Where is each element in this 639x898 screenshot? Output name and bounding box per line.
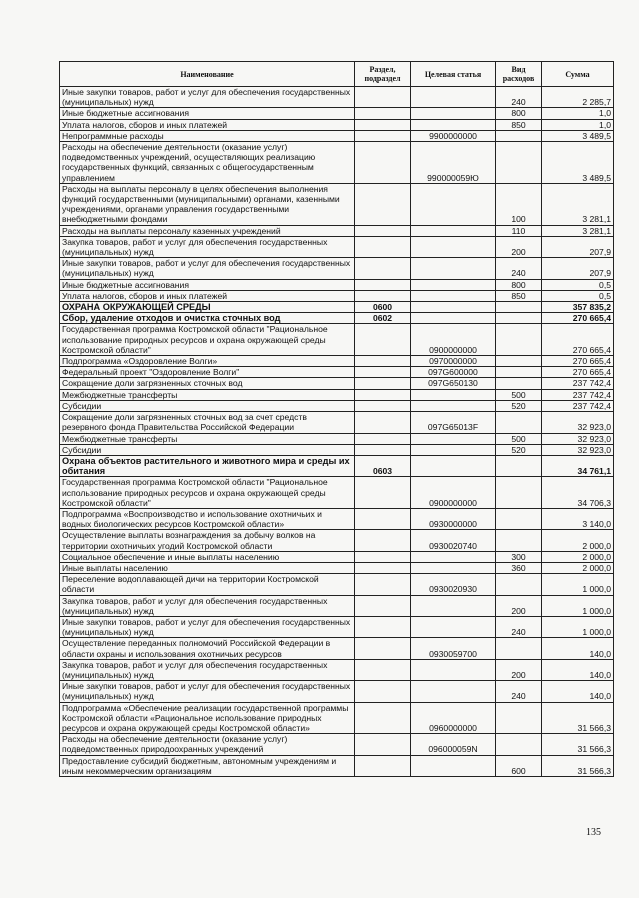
cell-kind: 850 xyxy=(496,290,542,301)
cell-target xyxy=(411,551,496,562)
cell-sum: 1 000,0 xyxy=(542,595,614,616)
cell-section xyxy=(355,378,411,389)
cell-sum: 3 281,1 xyxy=(542,183,614,225)
cell-section xyxy=(355,734,411,755)
cell-target xyxy=(411,595,496,616)
cell-name: Подпрограмма «Оздоровление Волги» xyxy=(60,356,355,367)
cell-sum: 237 742,4 xyxy=(542,389,614,400)
cell-kind xyxy=(496,356,542,367)
cell-section xyxy=(355,562,411,573)
cell-kind xyxy=(496,324,542,356)
cell-section xyxy=(355,389,411,400)
cell-sum: 34 761,1 xyxy=(542,455,614,476)
table-row xyxy=(60,119,614,130)
table-row xyxy=(60,508,614,529)
header-target: Целевая статья xyxy=(411,62,496,87)
cell-section xyxy=(355,87,411,108)
table-row xyxy=(60,551,614,562)
cell-name: Расходы на выплаты персоналу в целях обеспечения выполнения функций государственными (муниципальными) органами, казенными учреждениями, органами управления государственными внебюджетными фондами xyxy=(60,183,355,225)
cell-section xyxy=(355,258,411,279)
cell-target xyxy=(411,616,496,637)
cell-section xyxy=(355,616,411,637)
cell-sum: 3 489,5 xyxy=(542,130,614,141)
cell-target xyxy=(411,755,496,776)
cell-kind xyxy=(496,130,542,141)
cell-target: 097G650130 xyxy=(411,378,496,389)
cell-sum: 3 489,5 xyxy=(542,142,614,184)
cell-target: 096000059N xyxy=(411,734,496,755)
table-row xyxy=(60,574,614,595)
cell-sum: 32 923,0 xyxy=(542,412,614,433)
cell-target: 0970000000 xyxy=(411,356,496,367)
cell-name: Федеральный проект "Оздоровление Волги" xyxy=(60,367,355,378)
table-row xyxy=(60,236,614,257)
cell-name: Расходы на обеспечение деятельности (оказание услуг) подведомственных природоохранных учреждений xyxy=(60,734,355,755)
cell-section xyxy=(355,225,411,236)
budget-sheet xyxy=(59,61,613,777)
cell-sum: 31 566,3 xyxy=(542,755,614,776)
cell-kind xyxy=(496,142,542,184)
cell-kind xyxy=(496,574,542,595)
cell-kind: 240 xyxy=(496,87,542,108)
cell-kind xyxy=(496,367,542,378)
table-row xyxy=(60,313,614,324)
cell-sum: 3 281,1 xyxy=(542,225,614,236)
cell-sum: 31 566,3 xyxy=(542,734,614,755)
cell-name: Предоставление субсидий бюджетным, автономным учреждениям и иным некоммерческим организациям xyxy=(60,755,355,776)
cell-name: Осуществление переданных полномочий Российской Федерации в области охраны и использования охотничьих ресурсов xyxy=(60,638,355,659)
table-row xyxy=(60,734,614,755)
cell-sum: 2 000,0 xyxy=(542,551,614,562)
cell-kind xyxy=(496,530,542,551)
cell-sum: 270 665,4 xyxy=(542,367,614,378)
table-row xyxy=(60,755,614,776)
cell-target xyxy=(411,290,496,301)
cell-sum: 207,9 xyxy=(542,258,614,279)
table-row xyxy=(60,279,614,290)
table-row xyxy=(60,616,614,637)
cell-section: 0603 xyxy=(355,455,411,476)
cell-target xyxy=(411,108,496,119)
cell-sum: 270 665,4 xyxy=(542,324,614,356)
cell-name: Уплата налогов, сборов и иных платежей xyxy=(60,290,355,301)
cell-kind: 520 xyxy=(496,400,542,411)
table-row xyxy=(60,378,614,389)
table-row xyxy=(60,400,614,411)
cell-sum: 140,0 xyxy=(542,638,614,659)
cell-kind: 100 xyxy=(496,183,542,225)
cell-kind: 240 xyxy=(496,616,542,637)
cell-section xyxy=(355,279,411,290)
cell-sum: 2 285,7 xyxy=(542,87,614,108)
cell-target xyxy=(411,444,496,455)
cell-sum: 32 923,0 xyxy=(542,444,614,455)
header-name: Наименование xyxy=(60,62,355,87)
cell-target xyxy=(411,433,496,444)
cell-target: 990000059Ю xyxy=(411,142,496,184)
cell-kind xyxy=(496,734,542,755)
table-row xyxy=(60,595,614,616)
cell-kind xyxy=(496,378,542,389)
cell-target: 0930000000 xyxy=(411,508,496,529)
table-row xyxy=(60,290,614,301)
cell-section xyxy=(355,356,411,367)
cell-section xyxy=(355,530,411,551)
cell-section xyxy=(355,119,411,130)
cell-target xyxy=(411,313,496,324)
cell-sum: 1 000,0 xyxy=(542,574,614,595)
cell-kind xyxy=(496,302,542,313)
cell-name: Сокращение доли загрязненных сточных вод за счет средств резервного фонда Правительства Российской Федерации xyxy=(60,412,355,433)
cell-section xyxy=(355,574,411,595)
cell-name: Иные закупки товаров, работ и услуг для обеспечения государственных (муниципальных) нужд xyxy=(60,87,355,108)
cell-sum: 207,9 xyxy=(542,236,614,257)
table-row xyxy=(60,562,614,573)
table-row xyxy=(60,142,614,184)
cell-sum: 140,0 xyxy=(542,659,614,680)
table-row xyxy=(60,258,614,279)
cell-name: Подпрограмма «Воспроизводство и использование охотничьих и водных биологических ресурсов Костромской области» xyxy=(60,508,355,529)
table-row xyxy=(60,324,614,356)
cell-kind: 200 xyxy=(496,236,542,257)
table-row xyxy=(60,183,614,225)
cell-section xyxy=(355,367,411,378)
cell-kind: 800 xyxy=(496,108,542,119)
cell-target: 097G65013F xyxy=(411,412,496,433)
table-row xyxy=(60,130,614,141)
cell-section xyxy=(355,755,411,776)
cell-kind: 600 xyxy=(496,755,542,776)
cell-target xyxy=(411,258,496,279)
cell-target xyxy=(411,455,496,476)
cell-name: Закупка товаров, работ и услуг для обеспечения государственных (муниципальных) нужд xyxy=(60,659,355,680)
cell-section xyxy=(355,433,411,444)
cell-section xyxy=(355,508,411,529)
cell-sum: 270 665,4 xyxy=(542,313,614,324)
cell-kind: 300 xyxy=(496,551,542,562)
cell-kind xyxy=(496,313,542,324)
cell-name: Иные закупки товаров, работ и услуг для обеспечения государственных (муниципальных) нужд xyxy=(60,681,355,702)
cell-kind: 500 xyxy=(496,389,542,400)
cell-kind: 110 xyxy=(496,225,542,236)
cell-name: Государственная программа Костромской области "Рациональное использование природных ресурсов и охрана окружающей среды Костромской области" xyxy=(60,324,355,356)
cell-name: Государственная программа Костромской области "Рациональное использование природных ресурсов и охрана окружающей среды Костромской области" xyxy=(60,477,355,509)
cell-kind xyxy=(496,508,542,529)
table-row xyxy=(60,389,614,400)
cell-section: 0600 xyxy=(355,302,411,313)
cell-sum: 0,5 xyxy=(542,290,614,301)
cell-sum: 1,0 xyxy=(542,119,614,130)
cell-name: Закупка товаров, работ и услуг для обеспечения государственных (муниципальных) нужд xyxy=(60,595,355,616)
cell-section xyxy=(355,444,411,455)
cell-sum: 34 706,3 xyxy=(542,477,614,509)
table-row xyxy=(60,356,614,367)
cell-section: 0602 xyxy=(355,313,411,324)
cell-section xyxy=(355,290,411,301)
cell-target: 0900000000 xyxy=(411,324,496,356)
cell-kind: 200 xyxy=(496,659,542,680)
page-number: 135 xyxy=(586,827,601,838)
cell-target xyxy=(411,302,496,313)
table-row xyxy=(60,302,614,313)
cell-kind xyxy=(496,477,542,509)
cell-name: Иные бюджетные ассигнования xyxy=(60,279,355,290)
cell-sum: 357 835,2 xyxy=(542,302,614,313)
cell-name: Расходы на выплаты персоналу казенных учреждений xyxy=(60,225,355,236)
header-sum: Сумма xyxy=(542,62,614,87)
cell-target xyxy=(411,87,496,108)
cell-target xyxy=(411,183,496,225)
table-row xyxy=(60,455,614,476)
cell-target: 0930059700 xyxy=(411,638,496,659)
cell-sum: 32 923,0 xyxy=(542,433,614,444)
table-row xyxy=(60,477,614,509)
cell-target xyxy=(411,562,496,573)
cell-kind: 200 xyxy=(496,595,542,616)
cell-section xyxy=(355,236,411,257)
cell-kind xyxy=(496,455,542,476)
table-row xyxy=(60,681,614,702)
cell-target: 0930020740 xyxy=(411,530,496,551)
cell-sum: 0,5 xyxy=(542,279,614,290)
cell-sum: 1 000,0 xyxy=(542,616,614,637)
cell-name: Закупка товаров, работ и услуг для обеспечения государственных (муниципальных) нужд xyxy=(60,236,355,257)
cell-target xyxy=(411,225,496,236)
table-row xyxy=(60,367,614,378)
cell-name: Межбюджетные трансферты xyxy=(60,433,355,444)
cell-target xyxy=(411,400,496,411)
cell-name: Переселение водоплавающей дичи на территории Костромской области xyxy=(60,574,355,595)
cell-target: 0900000000 xyxy=(411,477,496,509)
cell-kind xyxy=(496,638,542,659)
cell-section xyxy=(355,638,411,659)
cell-kind: 500 xyxy=(496,433,542,444)
cell-name: Непрограммные расходы xyxy=(60,130,355,141)
cell-target: 0960000000 xyxy=(411,702,496,734)
cell-section xyxy=(355,142,411,184)
cell-name: Подпрограмма «Обеспечение реализации государственной программы Костромской области «Рациональное использование природных ресурсов и охрана окружающей среды Костромской области» xyxy=(60,702,355,734)
cell-kind: 520 xyxy=(496,444,542,455)
cell-section xyxy=(355,702,411,734)
cell-name: Межбюджетные трансферты xyxy=(60,389,355,400)
table-body xyxy=(60,87,614,777)
cell-target xyxy=(411,279,496,290)
table-row xyxy=(60,530,614,551)
cell-section xyxy=(355,324,411,356)
cell-target: 0930020930 xyxy=(411,574,496,595)
cell-kind: 360 xyxy=(496,562,542,573)
cell-target xyxy=(411,119,496,130)
cell-target xyxy=(411,681,496,702)
table-row xyxy=(60,638,614,659)
cell-name: Уплата налогов, сборов и иных платежей xyxy=(60,119,355,130)
cell-name: Иные закупки товаров, работ и услуг для обеспечения государственных (муниципальных) нужд xyxy=(60,616,355,637)
table-row xyxy=(60,412,614,433)
cell-name: Иные бюджетные ассигнования xyxy=(60,108,355,119)
cell-name: Сокращение доли загрязненных сточных вод xyxy=(60,378,355,389)
cell-kind: 240 xyxy=(496,681,542,702)
table-row xyxy=(60,444,614,455)
table-header-row xyxy=(60,62,614,87)
cell-target xyxy=(411,236,496,257)
cell-sum: 1,0 xyxy=(542,108,614,119)
cell-kind: 850 xyxy=(496,119,542,130)
budget-table xyxy=(59,61,614,777)
table-row xyxy=(60,225,614,236)
header-section: Раздел, подраздел xyxy=(355,62,411,87)
cell-name: Сбор, удаление отходов и очистка сточных вод xyxy=(60,313,355,324)
table-row xyxy=(60,87,614,108)
cell-name: Осуществление выплаты вознаграждения за добычу волков на территории охотничьих угодий Костромской области xyxy=(60,530,355,551)
cell-section xyxy=(355,183,411,225)
cell-kind: 240 xyxy=(496,258,542,279)
cell-sum: 31 566,3 xyxy=(542,702,614,734)
cell-target xyxy=(411,389,496,400)
cell-name: Социальное обеспечение и иные выплаты населению xyxy=(60,551,355,562)
cell-name: Расходы на обеспечение деятельности (оказание услуг) подведомственных учреждений, осуществляющих реализацию государственных функций, связанных с общегосударственным управлением xyxy=(60,142,355,184)
cell-sum: 270 665,4 xyxy=(542,356,614,367)
cell-sum: 2 000,0 xyxy=(542,530,614,551)
cell-section xyxy=(355,551,411,562)
cell-sum: 140,0 xyxy=(542,681,614,702)
cell-kind: 800 xyxy=(496,279,542,290)
cell-name: Субсидии xyxy=(60,400,355,411)
cell-section xyxy=(355,595,411,616)
cell-sum: 2 000,0 xyxy=(542,562,614,573)
cell-section xyxy=(355,108,411,119)
cell-section xyxy=(355,659,411,680)
table-row xyxy=(60,433,614,444)
table-row xyxy=(60,659,614,680)
cell-name: Иные закупки товаров, работ и услуг для обеспечения государственных (муниципальных) нужд xyxy=(60,258,355,279)
cell-target xyxy=(411,659,496,680)
cell-sum: 237 742,4 xyxy=(542,378,614,389)
table-row xyxy=(60,702,614,734)
cell-section xyxy=(355,412,411,433)
cell-section xyxy=(355,400,411,411)
cell-target: 9900000000 xyxy=(411,130,496,141)
header-kind: Вид расходов xyxy=(496,62,542,87)
cell-section xyxy=(355,130,411,141)
table-row xyxy=(60,108,614,119)
cell-section xyxy=(355,477,411,509)
cell-target: 097G600000 xyxy=(411,367,496,378)
cell-name: Субсидии xyxy=(60,444,355,455)
cell-kind xyxy=(496,412,542,433)
cell-section xyxy=(355,681,411,702)
cell-name: ОХРАНА ОКРУЖАЮЩЕЙ СРЕДЫ xyxy=(60,302,355,313)
cell-kind xyxy=(496,702,542,734)
cell-sum: 237 742,4 xyxy=(542,400,614,411)
cell-name: Иные выплаты населению xyxy=(60,562,355,573)
cell-name: Охрана объектов растительного и животного мира и среды их обитания xyxy=(60,455,355,476)
cell-sum: 3 140,0 xyxy=(542,508,614,529)
